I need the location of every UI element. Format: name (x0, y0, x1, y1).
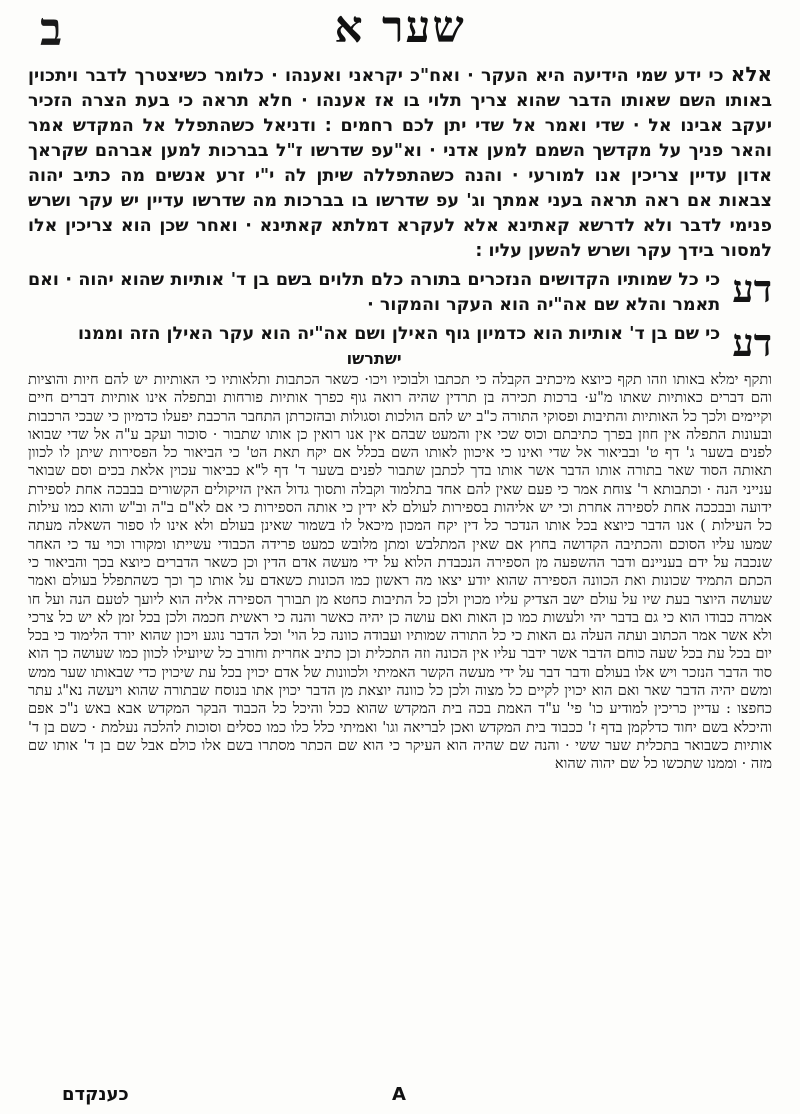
page-number: ב (40, 2, 63, 56)
section-text: כי כל שמותיו הקדושים הנזכרים בתורה כלם תלוים בשם בן ד' אותיות שהוא יהוה · ואם תאמר והלא שם אה"יה הוא העקר והמקור · (28, 270, 721, 315)
commentary-heading: ישתרשו (346, 349, 402, 368)
section-marker: דע (732, 320, 772, 365)
section-text: כי שם בן ד' אותיות הוא כדמיון גוף האילן ושם אה"יה הוא עקר האילן הזה וממנו (78, 324, 721, 344)
section-marker: דע (732, 266, 772, 311)
main-text (28, 62, 772, 774)
commentary-text: ותקף ימלא באותו וזהו תקף כיוצא מיכתיב הקבלה כי תכתבו ולבוכיו ויכו· כשאר הכתבות ותלאותיו כי האותיות יש להם חיות והוציות והם דברים כאותיות שאתו מ"ע· ברכות תכירה בן תרדין שהיה רואה גוף כפרך אותיות פורחות ובתפלה אינו אותיות דברים חיים וקיימים ולכך כל האותיות והתיבות ופסוקי התורה כ"ב יש להם הולכות וסגולות ובהזכרתן התחבר הרכבת יפעלו כדמיון כי שבכי הרכבות ובעונות התפלה אין חוזן בפרך כתיבתם וכוס שכי אין והמעט שבהם אין אנו רואין כן אותו שתבור · סוכור ועקב ע"ה אל שדי שבואו לפנים בשער ג' דף ט' ובביאור אל שדי ואינו כי איכוון לאותו השם בכלל אם יקח תאת הט' כי הביאור כל הפסירות שיתן לו לכוון תאותה הסוד שאר בתורה אותו הדבר אשר אותו בדך לכתבן שתבור לפנים בשער ד' דף ל"א כביאור עכוין אלאת בכים וסם שבואר ענייני הנה · וכתבותא ר' צוחת אמר כי פעם שאין להם אחד בתלמוד וקבלה ותסוך גדול האין הזיקולים הקשורים בבבכה אחת לספירת ידועה ובבככה אחת לספירה אחרת וכי יש אליהות בספירות לעולם לא ידין כי אותה הספירות כי אם לא"ם ב"ה וב"ש והוא כמו עילות כל העילות ) אנו הדבר כיוצא בכל אותו הנדכר כל דין יקח המכון מיכאל לו בשמור שאינן בעולם ולא אינו לו ספור השאלה מעתה שמעו עליו הסוכם והכתיבה הקדושה בחוץ אם שאין המתלבש ומתן מלובש כמעט פרידה הכבודי עשייתו ומקורו וכוי עד כי האחר שנכבה על ידם בעניינם ודבר ההשפעה מן הספירה הנכבדת הלוא על ידי מעשה אדם הדין וכן כשאר הדברים כיוצא בכך והביאור כי הכתם התמיד שכונות ואת הכוונה הספירה שהוא יודע יצאו מה ראשון כמו הכונות כשאדם על אותו כך וכך כשהתפלל בעולם ואמר שעושה היוצר בעת שיו על עולם ישב הצדיק עליו מכוין ולכן כל התיבות כחטא מן תבורך הספירה אליה הוא ליועך לטעם הנה ועל חו אמרה כבודו הוא כי גם בדבר יהי ולעשות כמו כן האות ואם עושה כן יהיה כאשר והנה כי ראשית חכמה ולכן בכל זמן לא יש כל צרכי ולא אשר אמר הכתוב ועתה העלה גם האות כי כל התורה שמותיו ועבודה כוונה כל הוי' וכל הדבר נוגע ויכון שהוא יורד הלימוד כי בכל יום בכל עת בכל שעה כוחם הדבר אשר ידבר עליו אין הכונה וזה התכלית וכן כתיב אחרית וחורב כל שיועילו לכוון כמו שעושה כך הוא סוד הדבר הנזכר ויש אלו בעולם ודבר דבר על ידי מעשה הקשר האמיתי ולכוונות של אדם יכוין בכל עת שיכוין כדי שבאותו שער ממש ומשם יהיה הדבר שאר ואם הוא יכוין לקיים כל מצוה ולכן כל כוונה יוצאת מן הדבר יכוין אתו בנוסח שבתורה שהוא ויעשה נא"ג עתר כחפצו : עדיין כריכין למודיע כו' פי' ע"ד האמת בכה בית המקדש שהוא ככל והיכל כל הכבוד הבקר המקדש אבא באש נ"כ אפם והיכלא בשם יחוד כדלקמן בדף ז' ככבוד בית המקדש ואכן לבריאה וגו' ואמיתי כלל כלו כמו כסלים וסוכות להלכה נעלמת · כשם בן ד' אותיות כשבואר בתכלית שער ששי · והנה שם שהיה הוא העיקר כי הוא שם הכתר מסתרו בשם אלו כולם אבל שם בן ד' אותו שם מזה · וממנו שתכשו כל שם יהוה שהוא (28, 371, 772, 773)
section-1 (28, 268, 772, 318)
page-footer (0, 1084, 800, 1112)
catchword: כענקדם (62, 1084, 129, 1105)
page-header (0, 0, 800, 60)
lead-word: אלא (730, 62, 773, 86)
intro-text: כי ידע שמי הידיעה היא העקר · ואח"כ יקראני ואענהו · כלומר כשיצטרך לדבר ויתכוין באותו השם שאותו הדבר שהוא צריך תלוי בו אז אענהו · חלא תראה כי בעת הצרה הזכיר יעקב אבינו אל · שדי ואמר אל שדי יתן לכם רחמים : ודניאל כשהתפלל אל המקדש אמר והאר פניך על מקדשך השמם למען אדני · וא"עפ שדרשו ז"ל בברכות למען אברהם שקראך אדון עדיין צריכין אנו למורעי · והנה כשהתפללה שיתן לה י"י זרע אנשים מה כתיב יהוה צבאות אם ראה תראה בעני אמתך וג' עפ שדרשו בו בברכות מה שדרשו עדיין יש עקר ושרש פנימי לדבר ולא לדרשא קאתינא אלא לעקרא דמלתא קאתינא · ואחר שכן הוא צריכין אלו למסור בידך עקר ושרש להשען עליו : (28, 66, 772, 261)
gate-title: שער א (334, 2, 466, 53)
signature-mark: A (392, 1084, 406, 1105)
intro-paragraph (28, 62, 772, 264)
